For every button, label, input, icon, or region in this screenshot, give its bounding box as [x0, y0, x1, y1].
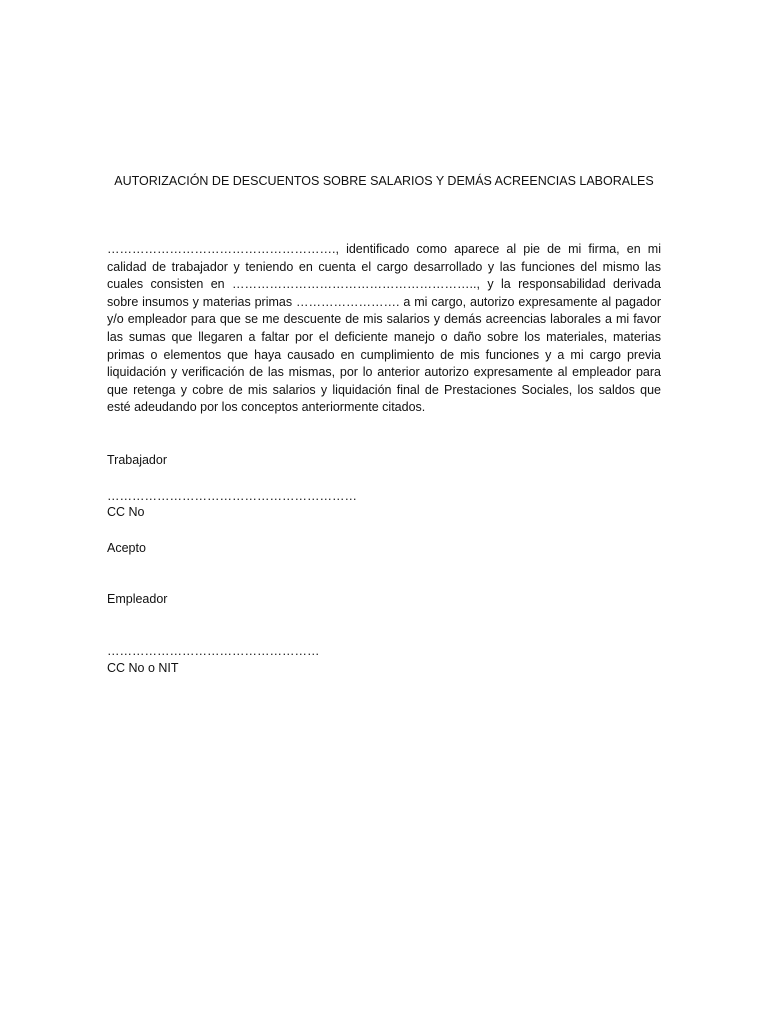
- accept-label: Acepto: [107, 541, 146, 555]
- worker-signature-line: ……………………………………………………: [107, 489, 357, 503]
- employer-id-label: CC No o NIT: [107, 661, 179, 675]
- employer-signature-line: ……………………………………………: [107, 644, 320, 658]
- worker-label: Trabajador: [107, 453, 167, 467]
- document-title: AUTORIZACIÓN DE DESCUENTOS SOBRE SALARIOS Y DEMÁS ACREENCIAS LABORALES: [114, 174, 654, 188]
- employer-label: Empleador: [107, 592, 168, 606]
- authorization-paragraph: ………………………………………………., identificado como aparece al pie de mi firma, en mi calidad de trabajador y teniendo en cuenta el cargo desarrollado y las funciones del mismo las cuales consisten en ………………………………………………….., y la responsabilidad derivada sobre insumos y materias primas ……………………. a mi cargo, autorizo expresamente al pagador y/o empleador para que se me descuente de mis salarios y demás acreencias laborales a mi favor las sumas que llegaren a faltar por el deficiente manejo o daño sobre los materiales, materias primas o elementos que haya causado en cumplimiento de mis funciones y a mi cargo previa liquidación y verificación de las mismas, por lo anterior autorizo expresamente al empleador para que retenga y cobre de mis salarios y liquidación final de Prestaciones Sociales, los saldos que esté adeudando por los conceptos anteriormente citados.: [107, 242, 661, 415]
- worker-id-label: CC No: [107, 505, 145, 519]
